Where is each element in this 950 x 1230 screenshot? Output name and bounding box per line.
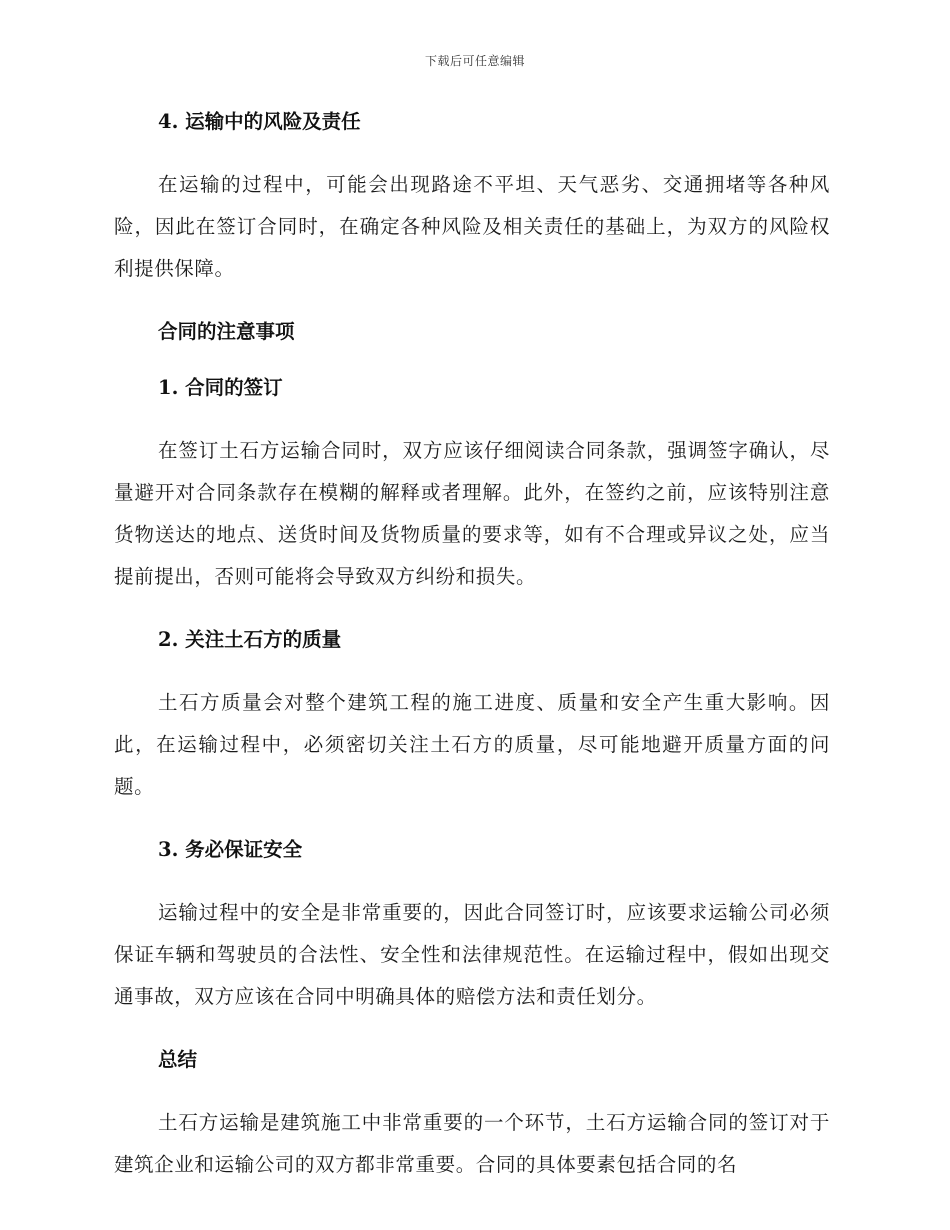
- section-paragraph-summary: 土石方运输是建筑施工中非常重要的一个环节，土石方运输合同的签订对于建筑企业和运输公司的双方都非常重要。合同的具体要素包括合同的名: [114, 1111, 830, 1176]
- section-heading-signing: 1. 合同的签订: [158, 376, 283, 399]
- page-header: 下载后可任意编辑: [424, 54, 525, 68]
- section-heading-quality: 2. 关注土石方的质量: [158, 628, 342, 651]
- section-paragraph-risk: 在运输的过程中，可能会出现路途不平坦、天气恶劣、交通拥堵等各种风险，因此在签订合同时，在确定各种风险及相关责任的基础上，为双方的风险权利提供保障。: [114, 173, 830, 280]
- section-heading-safety: 3. 务必保证安全: [158, 838, 303, 861]
- section-paragraph-quality: 土石方质量会对整个建筑工程的施工进度、质量和安全产生重大影响。因此，在运输过程中，必须密切关注土石方的质量，尽可能地避开质量方面的问题。: [114, 691, 830, 798]
- section-heading-risk: 4. 运输中的风险及责任: [158, 110, 361, 133]
- section-paragraph-safety: 运输过程中的安全是非常重要的，因此合同签订时，应该要求运输公司必须保证车辆和驾驶员的合法性、安全性和法律规范性。在运输过程中，假如出现交通事故，双方应该在合同中明确具体的赔偿方法和责任划分。: [114, 901, 830, 1008]
- section-paragraph-signing: 在签订土石方运输合同时，双方应该仔细阅读合同条款，强调签字确认，尽量避开对合同条款存在模糊的解释或者理解。此外，在签约之前，应该特别注意货物送达的地点、送货时间及货物质量的要求等，如有不合理或异议之处，应当提前提出，否则可能将会导致双方纠纷和损失。: [114, 439, 830, 588]
- section-heading-summary: 总结: [158, 1048, 198, 1071]
- document-body: [114, 108, 830, 1186]
- section-heading-notes: 合同的注意事项: [158, 320, 295, 343]
